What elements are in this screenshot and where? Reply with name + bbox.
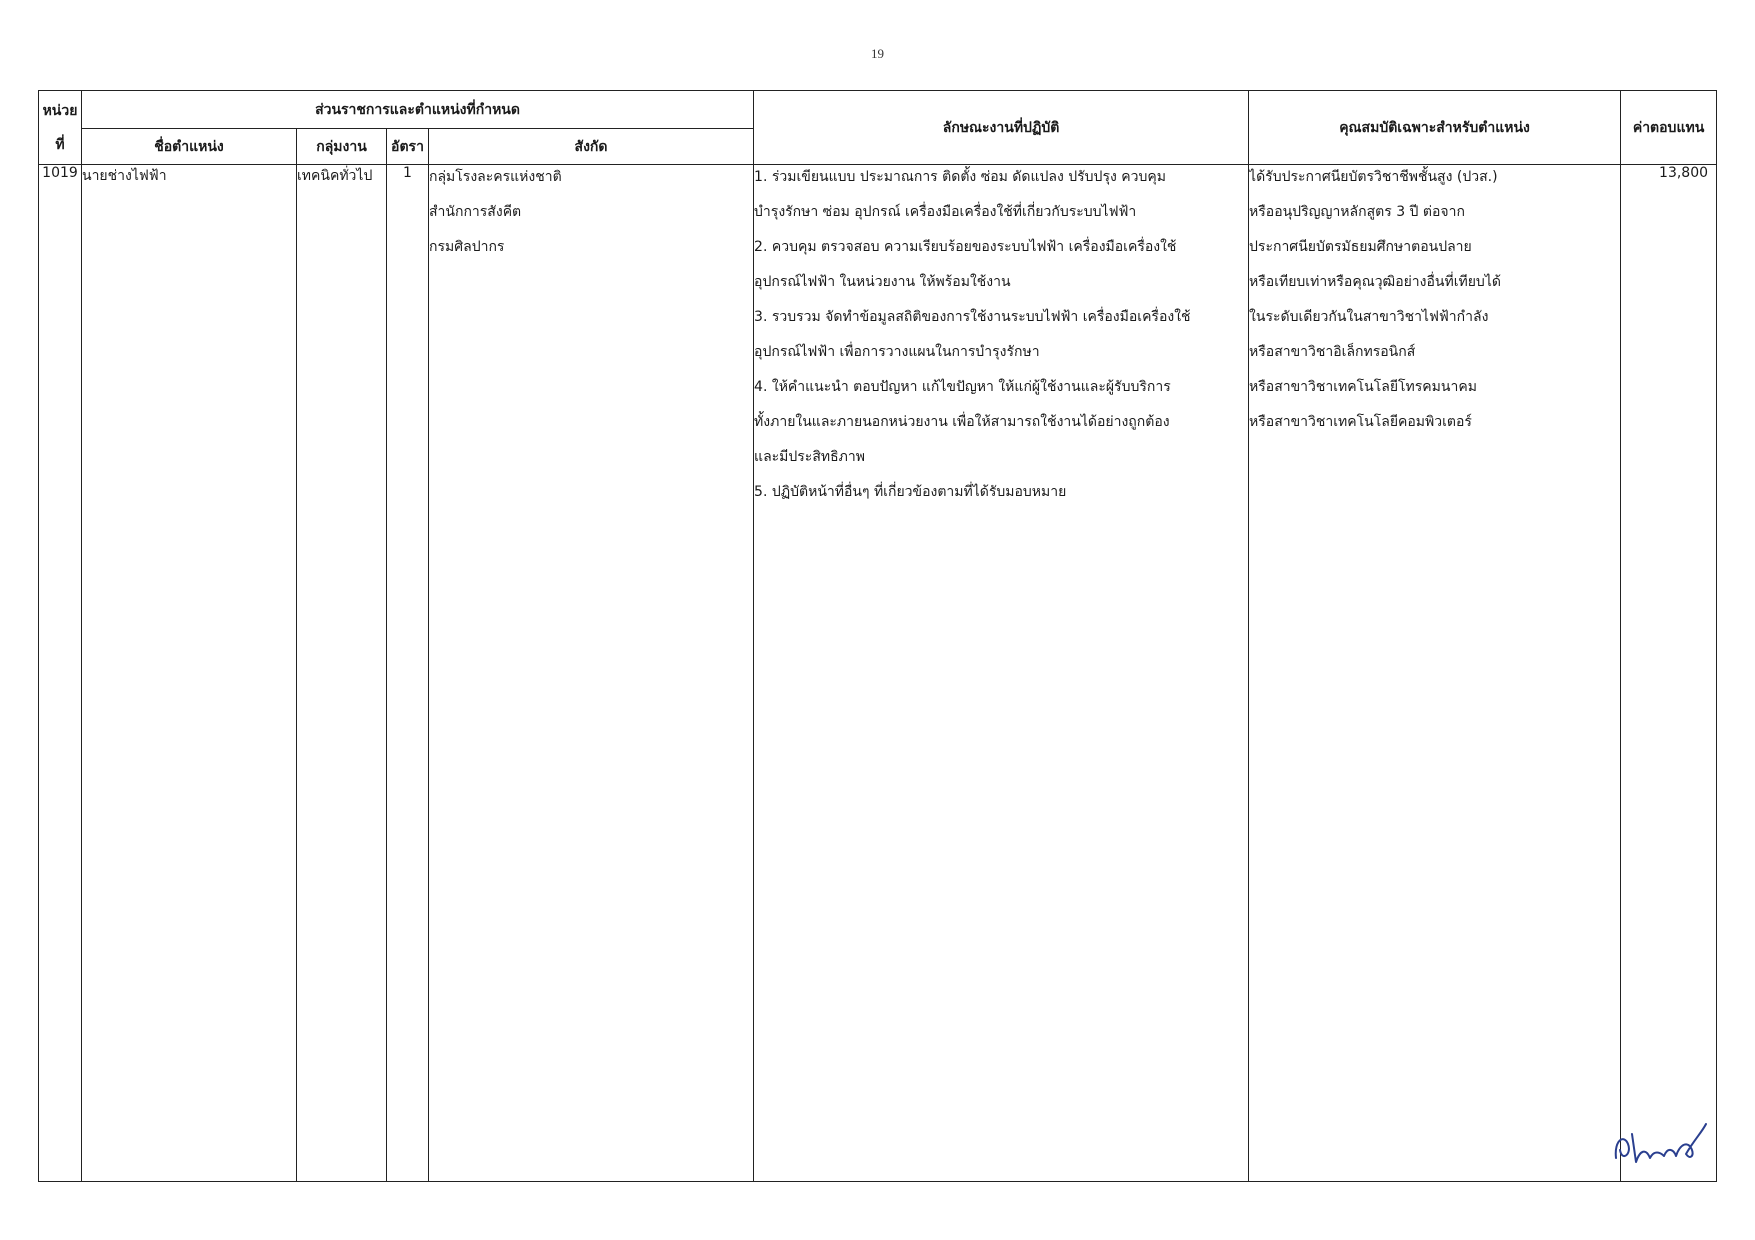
unit-header-top: หน่วย	[42, 102, 78, 119]
qualifications-cell	[1249, 165, 1621, 1182]
job-description-line: อุปกรณ์ไฟฟ้า ในหน่วยงาน ให้พร้อมใช้งาน	[754, 274, 1011, 290]
qualification-line: หรือสาขาวิชาเทคโนโลยีโทรคมนาคม	[1249, 379, 1477, 395]
table-row	[39, 165, 1717, 1182]
job-description-header: ลักษณะงานที่ปฏิบัติ	[754, 91, 1249, 165]
job-description-line: อุปกรณ์ไฟฟ้า เพื่อการวางแผนในการบำรุงรักษา	[754, 344, 1040, 360]
compensation-cell: 13,800	[1621, 165, 1717, 1182]
job-description-line: 5. ปฏิบัติหน้าที่อื่นๆ ที่เกี่ยวข้องตามที่ได้รับมอบหมาย	[754, 484, 1067, 500]
job-description-line: 3. รวบรวม จัดทำข้อมูลสถิติของการใช้งานระบบไฟฟ้า เครื่องมือเครื่องใช้	[754, 309, 1191, 325]
qualification-line: หรือเทียบเท่าหรือคุณวุฒิอย่างอื่นที่เทียบได้	[1249, 274, 1501, 290]
qualifications-header: คุณสมบัติเฉพาะสำหรับตำแหน่ง	[1249, 91, 1621, 165]
unit-header-bottom: ที่	[55, 136, 65, 153]
affiliation-cell	[429, 165, 754, 1182]
qualification-line: ได้รับประกาศนียบัตรวิชาชีพชั้นสูง (ปวส.)	[1249, 169, 1498, 185]
work-group-cell: เทคนิคทั่วไป	[297, 165, 387, 1182]
qualification-line: ในระดับเดียวกันในสาขาวิชาไฟฟ้ากำลัง	[1249, 309, 1489, 325]
affiliation-line: กรมศิลปากร	[429, 239, 505, 255]
compensation-header: ค่าตอบแทน	[1621, 91, 1717, 165]
rate-cell: 1	[387, 165, 429, 1182]
position-table	[38, 90, 1717, 1182]
job-description-line: 1. ร่วมเขียนแบบ ประมาณการ ติดตั้ง ซ่อม ดัดแปลง ปรับปรุง ควบคุม	[754, 169, 1166, 185]
affiliation-line: กลุ่มโรงละครแห่งชาติ	[429, 169, 562, 185]
job-description-line: 4. ให้คำแนะนำ ตอบปัญหา แก้ไขปัญหา ให้แก่ผู้ใช้งานและผู้รับบริการ	[754, 379, 1171, 395]
qualification-line: หรืออนุปริญญาหลักสูตร 3 ปี ต่อจาก	[1249, 204, 1465, 220]
page-number: 19	[871, 46, 884, 61]
signature-icon	[1610, 1110, 1710, 1170]
job-description-line: และมีประสิทธิภาพ	[754, 449, 865, 465]
qualification-line: หรือสาขาวิชาเทคโนโลยีคอมพิวเตอร์	[1249, 414, 1472, 430]
qualification-line: ประกาศนียบัตรมัธยมศึกษาตอนปลาย	[1249, 239, 1472, 255]
unit-header	[39, 91, 82, 165]
affiliation-header: สังกัด	[429, 129, 754, 165]
unit-cell: 1019	[39, 165, 82, 1182]
job-description-line: บำรุงรักษา ซ่อม อุปกรณ์ เครื่องมือเครื่องใช้ที่เกี่ยวกับระบบไฟฟ้า	[754, 204, 1137, 220]
position-name-cell: นายช่างไฟฟ้า	[82, 165, 297, 1182]
work-group-header: กลุ่มงาน	[297, 129, 387, 165]
section-title-header: ส่วนราชการและตำแหน่งที่กำหนด	[82, 91, 754, 129]
affiliation-line: สำนักการสังคีต	[429, 204, 522, 220]
position-name-header: ชื่อตำแหน่ง	[82, 129, 297, 165]
job-description-line: 2. ควบคุม ตรวจสอบ ความเรียบร้อยของระบบไฟฟ้า เครื่องมือเครื่องใช้	[754, 239, 1177, 255]
job-description-cell	[754, 165, 1249, 1182]
qualification-line: หรือสาขาวิชาอิเล็กทรอนิกส์	[1249, 344, 1416, 360]
rate-header: อัตรา	[387, 129, 429, 165]
job-description-line: ทั้งภายในและภายนอกหน่วยงาน เพื่อให้สามารถใช้งานได้อย่างถูกต้อง	[754, 414, 1170, 430]
